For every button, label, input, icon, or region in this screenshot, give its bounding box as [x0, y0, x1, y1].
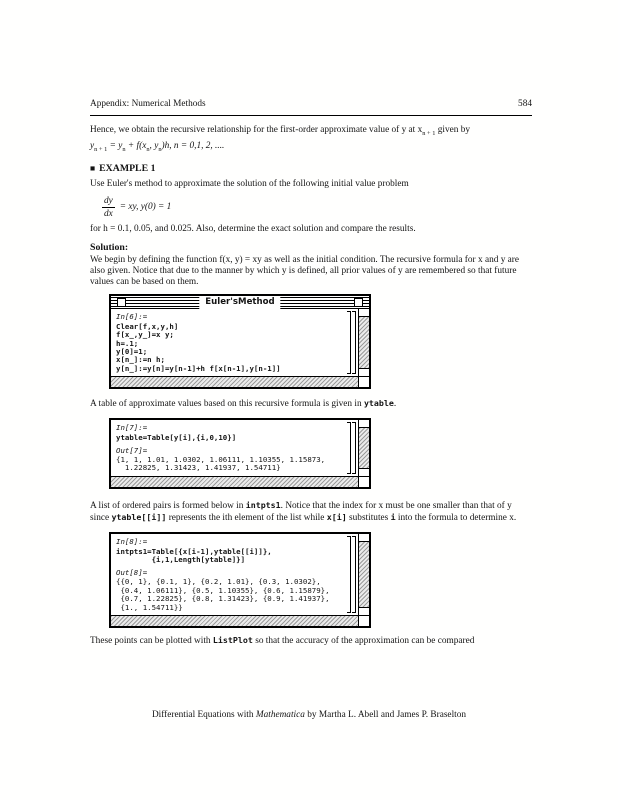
cell-bracket — [347, 536, 351, 613]
example-prompt: Use Euler's method to approximate the solution of the following initial value problem — [90, 179, 409, 190]
page-number: 584 — [518, 99, 532, 109]
cell-bracket — [347, 311, 351, 374]
body-text: . — [393, 399, 397, 410]
code-line: ytable=Table[y[i],{i,0,10}] — [116, 432, 237, 442]
resize-corner — [358, 616, 369, 626]
condition-line: for h = 0.1, 0.05, and 0.025. Also, determine the exact solution and compare the results. — [90, 223, 416, 234]
solution-paragraph: We begin by defining the function f(x, y) = xy as well as the initial condition. The recursive formula for x and y are also given. Notice that due to the manner by which y is defined, all prior values of y are remembered so that future values can be based on them. — [90, 254, 520, 288]
scroll-down-arrow-icon — [359, 468, 369, 476]
formula-part: y — [90, 140, 95, 151]
close-box-icon — [117, 298, 126, 307]
resize-corner — [358, 477, 369, 487]
horizontal-scrollbar — [111, 477, 358, 487]
horizontal-scrollbar-row — [111, 615, 369, 626]
inline-code: x[i] — [326, 512, 347, 523]
footer-book-title: Mathematica — [255, 710, 305, 720]
paragraph-ytable — [90, 398, 532, 410]
inline-code: intpts1 — [245, 499, 281, 510]
inline-code: ListPlot — [212, 635, 253, 646]
code-line: h=.1; — [116, 338, 139, 348]
zoom-box-icon — [354, 298, 363, 307]
group-bracket — [352, 536, 356, 613]
out-label: Out[8]= — [116, 568, 148, 578]
solution-heading: Solution: — [90, 242, 129, 254]
inline-code: ytable[[i]] — [111, 512, 167, 523]
intro-line — [90, 125, 532, 139]
subscript: n + 1 — [422, 130, 436, 138]
body-text: A list of ordered pairs is formed below in — [90, 500, 246, 511]
subscript: n — [158, 145, 162, 153]
vertical-scrollbar — [358, 309, 369, 376]
subscript: n — [122, 145, 126, 153]
code-line: y[n_]:=y[n]=y[n-1]+h f[x[n-1],y[n-1]] — [116, 363, 281, 373]
example-heading — [90, 163, 532, 174]
subscript: n + 1 — [94, 145, 108, 153]
mathematica-window-eulers-method — [109, 294, 371, 389]
output-line: {1, 1, 1.01, 1.0302, 1.06111, 1.10355, 1.15873, — [116, 455, 326, 465]
subscript: n — [146, 145, 150, 153]
inline-code: i — [390, 512, 396, 523]
horizontal-scrollbar — [111, 616, 358, 626]
cell-bracket — [347, 422, 351, 474]
window-title: Euler'sMethod — [199, 296, 280, 309]
output-line: 1.22825, 1.31423, 1.41937, 1.54711} — [116, 463, 281, 473]
footer-text: Differential Equations with — [151, 710, 256, 720]
recursive-formula — [90, 141, 532, 155]
body-text: so that the accuracy of the approximation can be compared — [252, 636, 475, 647]
scroll-up-arrow-icon — [359, 309, 369, 317]
code-line: {i,1,Length[ytable]}] — [116, 555, 246, 565]
body-text: A table of approximate values based on this recursive formula is given in — [90, 399, 364, 410]
window-body — [111, 534, 369, 615]
header-title: Appendix: Numerical Methods — [90, 99, 206, 109]
in-label: In[6]:= — [116, 311, 148, 321]
in-label: In[7]:= — [116, 422, 148, 432]
page-content — [90, 99, 532, 655]
paragraph-intpts1 — [90, 500, 532, 525]
group-bracket — [352, 311, 356, 374]
formula-part: , y — [149, 140, 159, 151]
body-text: into the formula to determine x. — [395, 513, 517, 524]
notebook-cells — [111, 534, 358, 615]
square-bullet-icon: ■ — [90, 162, 96, 173]
body-text: These points can be plotted with — [90, 636, 213, 647]
body-text: substitutes — [346, 513, 391, 524]
fraction — [102, 196, 115, 219]
body-text: . Notice that the index for x must be one smaller than that of y since — [90, 500, 512, 524]
output-line: {0.4, 1.06111}, {0.5, 1.10355}, {0.6, 1.15879}, — [116, 585, 330, 595]
fraction-numerator: dy — [104, 195, 113, 206]
notebook-cells — [111, 309, 358, 376]
intro-text: Hence, we obtain the recursive relationship for the first-order approximate value of y at x — [90, 125, 423, 136]
scroll-up-arrow-icon — [359, 420, 369, 428]
vertical-scrollbar — [358, 534, 369, 615]
resize-corner — [358, 377, 369, 387]
page-footer — [0, 710, 618, 720]
body-text: represents the ith element of the list while — [166, 513, 327, 524]
code-line: y[0]=1; — [116, 347, 148, 356]
code-line: x[n_]:=n h; — [116, 355, 165, 365]
ode-equation — [102, 196, 532, 219]
inline-code: ytable — [363, 398, 394, 409]
intro-text: given by — [435, 125, 471, 136]
code-line: Clear[f,x,y,h] — [116, 321, 179, 331]
output-line: {{0, 1}, {0.1, 1}, {0.2, 1.01}, {0.3, 1.0302}, — [116, 577, 321, 587]
notebook-cells — [111, 420, 358, 476]
out-label: Out[7]= — [116, 446, 148, 456]
scroll-down-arrow-icon — [359, 607, 369, 615]
code-line: f[x_,y_]=x y; — [116, 330, 174, 340]
mathematica-window-ytable — [109, 418, 371, 489]
in-label: In[8]:= — [116, 536, 148, 546]
code-line: intpts1=Table[{x[i-1],ytable[[i]]}, — [116, 546, 272, 556]
window-body — [111, 309, 369, 376]
vertical-scrollbar — [358, 420, 369, 476]
output-line: {1., 1.54711}} — [116, 602, 183, 612]
window-titlebar — [111, 296, 369, 309]
scroll-down-arrow-icon — [359, 368, 369, 376]
formula-part: = y — [107, 140, 123, 151]
mathematica-window-intpts1 — [109, 532, 371, 628]
scroll-up-arrow-icon — [359, 534, 369, 542]
horizontal-scrollbar-row — [111, 376, 369, 387]
output-line: {0.7, 1.22825}, {0.8, 1.31423}, {0.9, 1.41937}, — [116, 594, 330, 604]
footer-text: by Martha L. Abell and James P. Braselton — [304, 710, 467, 720]
horizontal-scrollbar — [111, 377, 358, 387]
intro-paragraph — [90, 125, 532, 155]
ode-rhs: = xy, y(0) = 1 — [119, 201, 172, 212]
fraction-denominator: dx — [104, 208, 113, 219]
formula-part: )h, n = 0,1, 2, .... — [161, 140, 225, 151]
formula-part: + f(x — [125, 140, 147, 151]
group-bracket — [352, 422, 356, 474]
window-body — [111, 420, 369, 476]
horizontal-scrollbar-row — [111, 476, 369, 487]
example-title: EXAMPLE 1 — [99, 162, 156, 174]
running-header — [90, 99, 532, 116]
paragraph-listplot — [90, 635, 532, 647]
